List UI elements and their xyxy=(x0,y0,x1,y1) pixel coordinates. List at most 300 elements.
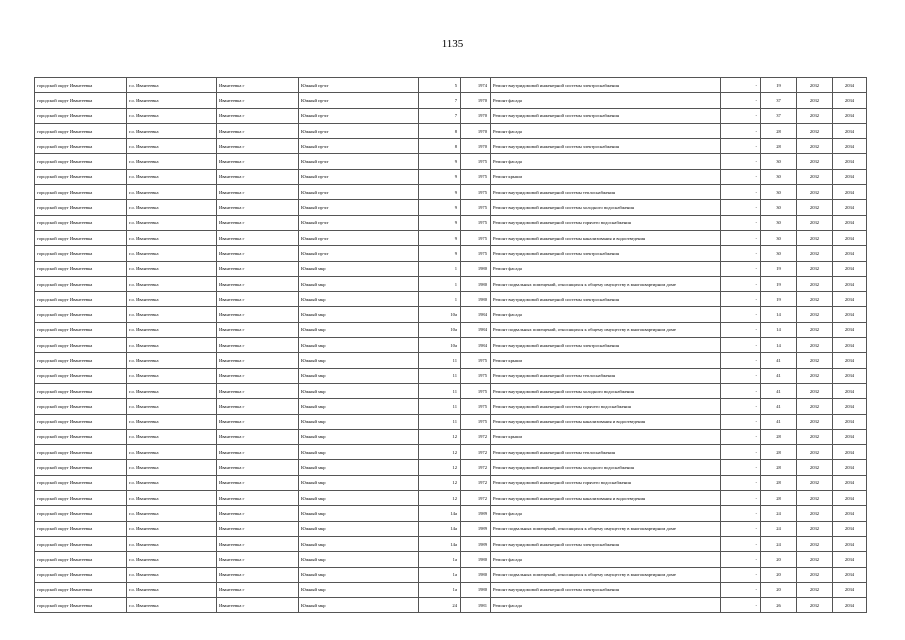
table-row xyxy=(35,108,867,123)
table-row xyxy=(35,429,867,444)
settlement-cell: г.о. Ивантеевка xyxy=(127,93,217,108)
table-row xyxy=(35,460,867,475)
table-row xyxy=(35,139,867,154)
street-cell: Южный пр-кт xyxy=(299,93,419,108)
street-cell: Южный пр-кт xyxy=(299,246,419,261)
year-built-cell: 1975 xyxy=(461,246,491,261)
work-type-cell: Ремонт внутридомовой инженерной системы электроснабжения xyxy=(491,139,721,154)
work-type-cell: Ремонт внутридомовой инженерной системы электроснабжения xyxy=(491,536,721,551)
house-number-cell: 10а xyxy=(419,307,461,322)
city-cell: Ивантеевка г xyxy=(217,200,299,215)
year-built-cell: 1975 xyxy=(461,230,491,245)
dash-cell: - xyxy=(721,78,761,93)
settlement-cell: г.о. Ивантеевка xyxy=(127,200,217,215)
house-number-cell: 8 xyxy=(419,139,461,154)
start-year-cell: 2032 xyxy=(797,215,833,230)
city-cell: Ивантеевка г xyxy=(217,399,299,414)
dash-cell: - xyxy=(721,536,761,551)
registry-body xyxy=(35,78,867,613)
municipality-cell: городской округ Ивантеевка xyxy=(35,521,127,536)
dash-cell: - xyxy=(721,215,761,230)
year-built-cell: 1975 xyxy=(461,414,491,429)
street-cell: Южный мкр xyxy=(299,307,419,322)
end-year-cell: 2034 xyxy=(833,154,867,169)
city-cell: Ивантеевка г xyxy=(217,338,299,353)
table-row xyxy=(35,536,867,551)
city-cell: Ивантеевка г xyxy=(217,108,299,123)
count-cell: 41 xyxy=(761,399,797,414)
year-built-cell: 1970 xyxy=(461,93,491,108)
end-year-cell: 2034 xyxy=(833,185,867,200)
end-year-cell: 2034 xyxy=(833,200,867,215)
settlement-cell: г.о. Ивантеевка xyxy=(127,230,217,245)
count-cell: 41 xyxy=(761,353,797,368)
dash-cell: - xyxy=(721,491,761,506)
end-year-cell: 2034 xyxy=(833,521,867,536)
dash-cell: - xyxy=(721,230,761,245)
work-type-cell: Ремонт фасада xyxy=(491,154,721,169)
city-cell: Ивантеевка г xyxy=(217,154,299,169)
count-cell: 20 xyxy=(761,567,797,582)
table-row xyxy=(35,598,867,613)
settlement-cell: г.о. Ивантеевка xyxy=(127,383,217,398)
street-cell: Южный мкр xyxy=(299,567,419,582)
table-row xyxy=(35,582,867,597)
end-year-cell: 2034 xyxy=(833,475,867,490)
work-type-cell: Ремонт внутридомовой инженерной системы электроснабжения xyxy=(491,78,721,93)
work-type-cell: Ремонт внутридомовой инженерной системы теплоснабжения xyxy=(491,185,721,200)
street-cell: Южный пр-кт xyxy=(299,108,419,123)
dash-cell: - xyxy=(721,338,761,353)
city-cell: Ивантеевка г xyxy=(217,185,299,200)
year-built-cell: 1975 xyxy=(461,215,491,230)
start-year-cell: 2032 xyxy=(797,246,833,261)
table-row xyxy=(35,200,867,215)
count-cell: 24 xyxy=(761,536,797,551)
settlement-cell: г.о. Ивантеевка xyxy=(127,399,217,414)
house-number-cell: 12 xyxy=(419,491,461,506)
street-cell: Южный пр-кт xyxy=(299,215,419,230)
table-row xyxy=(35,123,867,138)
table-row xyxy=(35,93,867,108)
house-number-cell: 12 xyxy=(419,475,461,490)
year-built-cell: 1980 xyxy=(461,292,491,307)
start-year-cell: 2032 xyxy=(797,93,833,108)
settlement-cell: г.о. Ивантеевка xyxy=(127,475,217,490)
house-number-cell: 12 xyxy=(419,429,461,444)
end-year-cell: 2034 xyxy=(833,368,867,383)
start-year-cell: 2032 xyxy=(797,230,833,245)
start-year-cell: 2032 xyxy=(797,78,833,93)
work-type-cell: Ремонт внутридомовой инженерной системы электроснабжения xyxy=(491,338,721,353)
municipality-cell: городской округ Ивантеевка xyxy=(35,200,127,215)
city-cell: Ивантеевка г xyxy=(217,429,299,444)
end-year-cell: 2034 xyxy=(833,536,867,551)
municipality-cell: городской округ Ивантеевка xyxy=(35,399,127,414)
work-type-cell: Ремонт внутридомовой инженерной системы теплоснабжения xyxy=(491,368,721,383)
house-number-cell: 12 xyxy=(419,445,461,460)
registry-table xyxy=(34,77,867,613)
house-number-cell: 12 xyxy=(419,460,461,475)
settlement-cell: г.о. Ивантеевка xyxy=(127,215,217,230)
table-row xyxy=(35,169,867,184)
street-cell: Южный мкр xyxy=(299,536,419,551)
city-cell: Ивантеевка г xyxy=(217,276,299,291)
count-cell: 19 xyxy=(761,276,797,291)
start-year-cell: 2032 xyxy=(797,139,833,154)
start-year-cell: 2032 xyxy=(797,322,833,337)
city-cell: Ивантеевка г xyxy=(217,521,299,536)
municipality-cell: городской округ Ивантеевка xyxy=(35,185,127,200)
work-type-cell: Ремонт фасада xyxy=(491,123,721,138)
settlement-cell: г.о. Ивантеевка xyxy=(127,368,217,383)
street-cell: Южный мкр xyxy=(299,445,419,460)
work-type-cell: Ремонт внутридомовой инженерной системы холодного водоснабжения xyxy=(491,200,721,215)
settlement-cell: г.о. Ивантеевка xyxy=(127,429,217,444)
table-row xyxy=(35,292,867,307)
dash-cell: - xyxy=(721,200,761,215)
house-number-cell: 1а xyxy=(419,552,461,567)
end-year-cell: 2034 xyxy=(833,139,867,154)
year-built-cell: 1970 xyxy=(461,108,491,123)
municipality-cell: городской округ Ивантеевка xyxy=(35,598,127,613)
start-year-cell: 2032 xyxy=(797,383,833,398)
municipality-cell: городской округ Ивантеевка xyxy=(35,353,127,368)
work-type-cell: Ремонт внутридомовой инженерной системы канализования и водоотведения xyxy=(491,491,721,506)
count-cell: 41 xyxy=(761,368,797,383)
city-cell: Ивантеевка г xyxy=(217,552,299,567)
street-cell: Южный мкр xyxy=(299,338,419,353)
municipality-cell: городской округ Ивантеевка xyxy=(35,383,127,398)
table-row xyxy=(35,154,867,169)
settlement-cell: г.о. Ивантеевка xyxy=(127,521,217,536)
count-cell: 28 xyxy=(761,445,797,460)
municipality-cell: городской округ Ивантеевка xyxy=(35,246,127,261)
start-year-cell: 2032 xyxy=(797,261,833,276)
start-year-cell: 2032 xyxy=(797,399,833,414)
year-built-cell: 1981 xyxy=(461,598,491,613)
work-type-cell: Ремонт подвальных помещений, относящихся к общему имуществу в многоквартирном доме xyxy=(491,567,721,582)
page-number: 1135 xyxy=(441,38,464,50)
start-year-cell: 2032 xyxy=(797,200,833,215)
year-built-cell: 1972 xyxy=(461,460,491,475)
house-number-cell: 9 xyxy=(419,246,461,261)
settlement-cell: г.о. Ивантеевка xyxy=(127,276,217,291)
house-number-cell: 1 xyxy=(419,292,461,307)
house-number-cell: 7 xyxy=(419,93,461,108)
settlement-cell: г.о. Ивантеевка xyxy=(127,78,217,93)
city-cell: Ивантеевка г xyxy=(217,246,299,261)
municipality-cell: городской округ Ивантеевка xyxy=(35,338,127,353)
dash-cell: - xyxy=(721,414,761,429)
start-year-cell: 2032 xyxy=(797,276,833,291)
year-built-cell: 1975 xyxy=(461,368,491,383)
settlement-cell: г.о. Ивантеевка xyxy=(127,445,217,460)
municipality-cell: городской округ Ивантеевка xyxy=(35,322,127,337)
street-cell: Южный пр-кт xyxy=(299,139,419,154)
house-number-cell: 9 xyxy=(419,200,461,215)
house-number-cell: 10а xyxy=(419,322,461,337)
municipality-cell: городской округ Ивантеевка xyxy=(35,261,127,276)
end-year-cell: 2034 xyxy=(833,598,867,613)
table-row xyxy=(35,276,867,291)
city-cell: Ивантеевка г xyxy=(217,475,299,490)
start-year-cell: 2032 xyxy=(797,353,833,368)
table-row xyxy=(35,399,867,414)
dash-cell: - xyxy=(721,276,761,291)
count-cell: 28 xyxy=(761,139,797,154)
settlement-cell: г.о. Ивантеевка xyxy=(127,506,217,521)
house-number-cell: 14а xyxy=(419,506,461,521)
house-number-cell: 9 xyxy=(419,230,461,245)
year-built-cell: 1970 xyxy=(461,123,491,138)
end-year-cell: 2034 xyxy=(833,353,867,368)
work-type-cell: Ремонт внутридомовой инженерной системы электроснабжения xyxy=(491,292,721,307)
settlement-cell: г.о. Ивантеевка xyxy=(127,108,217,123)
dash-cell: - xyxy=(721,460,761,475)
start-year-cell: 2032 xyxy=(797,475,833,490)
table-row xyxy=(35,230,867,245)
city-cell: Ивантеевка г xyxy=(217,506,299,521)
dash-cell: - xyxy=(721,399,761,414)
street-cell: Южный мкр xyxy=(299,261,419,276)
count-cell: 14 xyxy=(761,307,797,322)
end-year-cell: 2034 xyxy=(833,383,867,398)
house-number-cell: 9 xyxy=(419,154,461,169)
year-built-cell: 1975 xyxy=(461,200,491,215)
table-row xyxy=(35,506,867,521)
house-number-cell: 1 xyxy=(419,276,461,291)
dash-cell: - xyxy=(721,582,761,597)
year-built-cell: 1980 xyxy=(461,552,491,567)
dash-cell: - xyxy=(721,307,761,322)
year-built-cell: 1984 xyxy=(461,322,491,337)
year-built-cell: 1974 xyxy=(461,78,491,93)
city-cell: Ивантеевка г xyxy=(217,93,299,108)
start-year-cell: 2032 xyxy=(797,567,833,582)
count-cell: 28 xyxy=(761,460,797,475)
municipality-cell: городской округ Ивантеевка xyxy=(35,567,127,582)
count-cell: 26 xyxy=(761,598,797,613)
municipality-cell: городской округ Ивантеевка xyxy=(35,123,127,138)
house-number-cell: 9 xyxy=(419,185,461,200)
street-cell: Южный мкр xyxy=(299,414,419,429)
city-cell: Ивантеевка г xyxy=(217,491,299,506)
dash-cell: - xyxy=(721,475,761,490)
house-number-cell: 9 xyxy=(419,169,461,184)
house-number-cell: 8 xyxy=(419,123,461,138)
municipality-cell: городской округ Ивантеевка xyxy=(35,536,127,551)
settlement-cell: г.о. Ивантеевка xyxy=(127,261,217,276)
dash-cell: - xyxy=(721,552,761,567)
start-year-cell: 2032 xyxy=(797,521,833,536)
end-year-cell: 2034 xyxy=(833,276,867,291)
municipality-cell: городской округ Ивантеевка xyxy=(35,368,127,383)
settlement-cell: г.о. Ивантеевка xyxy=(127,414,217,429)
start-year-cell: 2032 xyxy=(797,536,833,551)
count-cell: 41 xyxy=(761,383,797,398)
municipality-cell: городской округ Ивантеевка xyxy=(35,169,127,184)
work-type-cell: Ремонт внутридомовой инженерной системы электроснабжения xyxy=(491,246,721,261)
work-type-cell: Ремонт фасада xyxy=(491,598,721,613)
street-cell: Южный пр-кт xyxy=(299,169,419,184)
table-row xyxy=(35,491,867,506)
start-year-cell: 2032 xyxy=(797,429,833,444)
count-cell: 28 xyxy=(761,491,797,506)
house-number-cell: 5 xyxy=(419,78,461,93)
work-type-cell: Ремонт подвальных помещений, относящихся к общему имуществу в многоквартирном доме xyxy=(491,276,721,291)
end-year-cell: 2034 xyxy=(833,246,867,261)
house-number-cell: 14а xyxy=(419,521,461,536)
year-built-cell: 1989 xyxy=(461,506,491,521)
work-type-cell: Ремонт внутридомовой инженерной системы холодного водоснабжения xyxy=(491,383,721,398)
house-number-cell: 1 xyxy=(419,261,461,276)
dash-cell: - xyxy=(721,506,761,521)
city-cell: Ивантеевка г xyxy=(217,414,299,429)
count-cell: 30 xyxy=(761,246,797,261)
settlement-cell: г.о. Ивантеевка xyxy=(127,598,217,613)
work-type-cell: Ремонт фасада xyxy=(491,93,721,108)
settlement-cell: г.о. Ивантеевка xyxy=(127,154,217,169)
end-year-cell: 2034 xyxy=(833,78,867,93)
city-cell: Ивантеевка г xyxy=(217,322,299,337)
dash-cell: - xyxy=(721,368,761,383)
dash-cell: - xyxy=(721,93,761,108)
work-type-cell: Ремонт крыши xyxy=(491,169,721,184)
house-number-cell: 11 xyxy=(419,368,461,383)
end-year-cell: 2034 xyxy=(833,322,867,337)
street-cell: Южный мкр xyxy=(299,598,419,613)
street-cell: Южный пр-кт xyxy=(299,123,419,138)
dash-cell: - xyxy=(721,353,761,368)
year-built-cell: 1989 xyxy=(461,536,491,551)
year-built-cell: 1975 xyxy=(461,353,491,368)
street-cell: Южный мкр xyxy=(299,322,419,337)
city-cell: Ивантеевка г xyxy=(217,445,299,460)
settlement-cell: г.о. Ивантеевка xyxy=(127,169,217,184)
city-cell: Ивантеевка г xyxy=(217,598,299,613)
city-cell: Ивантеевка г xyxy=(217,536,299,551)
street-cell: Южный мкр xyxy=(299,276,419,291)
count-cell: 14 xyxy=(761,322,797,337)
count-cell: 30 xyxy=(761,185,797,200)
table-row xyxy=(35,185,867,200)
year-built-cell: 1975 xyxy=(461,399,491,414)
work-type-cell: Ремонт фасада xyxy=(491,506,721,521)
work-type-cell: Ремонт внутридомовой инженерной системы горячего водоснабжения xyxy=(491,399,721,414)
street-cell: Южный мкр xyxy=(299,383,419,398)
house-number-cell: 14а xyxy=(419,536,461,551)
municipality-cell: городской округ Ивантеевка xyxy=(35,154,127,169)
dash-cell: - xyxy=(721,292,761,307)
city-cell: Ивантеевка г xyxy=(217,261,299,276)
house-number-cell: 11 xyxy=(419,353,461,368)
table-row xyxy=(35,322,867,337)
work-type-cell: Ремонт крыши xyxy=(491,353,721,368)
dash-cell: - xyxy=(721,169,761,184)
table-row xyxy=(35,521,867,536)
end-year-cell: 2034 xyxy=(833,123,867,138)
table-row xyxy=(35,338,867,353)
street-cell: Южный мкр xyxy=(299,460,419,475)
settlement-cell: г.о. Ивантеевка xyxy=(127,185,217,200)
end-year-cell: 2034 xyxy=(833,460,867,475)
count-cell: 30 xyxy=(761,230,797,245)
house-number-cell: 10а xyxy=(419,338,461,353)
street-cell: Южный мкр xyxy=(299,429,419,444)
city-cell: Ивантеевка г xyxy=(217,368,299,383)
street-cell: Южный пр-кт xyxy=(299,200,419,215)
municipality-cell: городской округ Ивантеевка xyxy=(35,582,127,597)
street-cell: Южный мкр xyxy=(299,506,419,521)
end-year-cell: 2034 xyxy=(833,582,867,597)
settlement-cell: г.о. Ивантеевка xyxy=(127,536,217,551)
dash-cell: - xyxy=(721,154,761,169)
city-cell: Ивантеевка г xyxy=(217,292,299,307)
year-built-cell: 1980 xyxy=(461,276,491,291)
count-cell: 28 xyxy=(761,475,797,490)
street-cell: Южный мкр xyxy=(299,582,419,597)
table-row xyxy=(35,353,867,368)
count-cell: 30 xyxy=(761,200,797,215)
municipality-cell: городской округ Ивантеевка xyxy=(35,414,127,429)
municipality-cell: городской округ Ивантеевка xyxy=(35,307,127,322)
settlement-cell: г.о. Ивантеевка xyxy=(127,307,217,322)
work-type-cell: Ремонт внутридомовой инженерной системы теплоснабжения xyxy=(491,445,721,460)
house-number-cell: 11 xyxy=(419,399,461,414)
settlement-cell: г.о. Ивантеевка xyxy=(127,322,217,337)
count-cell: 24 xyxy=(761,506,797,521)
city-cell: Ивантеевка г xyxy=(217,460,299,475)
start-year-cell: 2032 xyxy=(797,292,833,307)
end-year-cell: 2034 xyxy=(833,215,867,230)
year-built-cell: 1972 xyxy=(461,491,491,506)
count-cell: 30 xyxy=(761,154,797,169)
street-cell: Южный мкр xyxy=(299,475,419,490)
street-cell: Южный мкр xyxy=(299,521,419,536)
table-row xyxy=(35,567,867,582)
city-cell: Ивантеевка г xyxy=(217,582,299,597)
year-built-cell: 1972 xyxy=(461,475,491,490)
count-cell: 37 xyxy=(761,108,797,123)
street-cell: Южный мкр xyxy=(299,491,419,506)
count-cell: 20 xyxy=(761,552,797,567)
municipality-cell: городской округ Ивантеевка xyxy=(35,139,127,154)
work-type-cell: Ремонт внутридомовой инженерной системы электроснабжения xyxy=(491,108,721,123)
work-type-cell: Ремонт подвальных помещений, относящихся к общему имуществу в многоквартирном доме xyxy=(491,322,721,337)
count-cell: 41 xyxy=(761,414,797,429)
municipality-cell: городской округ Ивантеевка xyxy=(35,230,127,245)
city-cell: Ивантеевка г xyxy=(217,123,299,138)
start-year-cell: 2032 xyxy=(797,414,833,429)
street-cell: Южный пр-кт xyxy=(299,78,419,93)
start-year-cell: 2032 xyxy=(797,460,833,475)
year-built-cell: 1970 xyxy=(461,139,491,154)
city-cell: Ивантеевка г xyxy=(217,353,299,368)
end-year-cell: 2034 xyxy=(833,108,867,123)
count-cell: 37 xyxy=(761,93,797,108)
dash-cell: - xyxy=(721,567,761,582)
house-number-cell: 1а xyxy=(419,567,461,582)
municipality-cell: городской округ Ивантеевка xyxy=(35,276,127,291)
street-cell: Южный мкр xyxy=(299,552,419,567)
end-year-cell: 2034 xyxy=(833,429,867,444)
municipality-cell: городской округ Ивантеевка xyxy=(35,292,127,307)
table-row xyxy=(35,215,867,230)
start-year-cell: 2032 xyxy=(797,169,833,184)
end-year-cell: 2034 xyxy=(833,292,867,307)
city-cell: Ивантеевка г xyxy=(217,169,299,184)
